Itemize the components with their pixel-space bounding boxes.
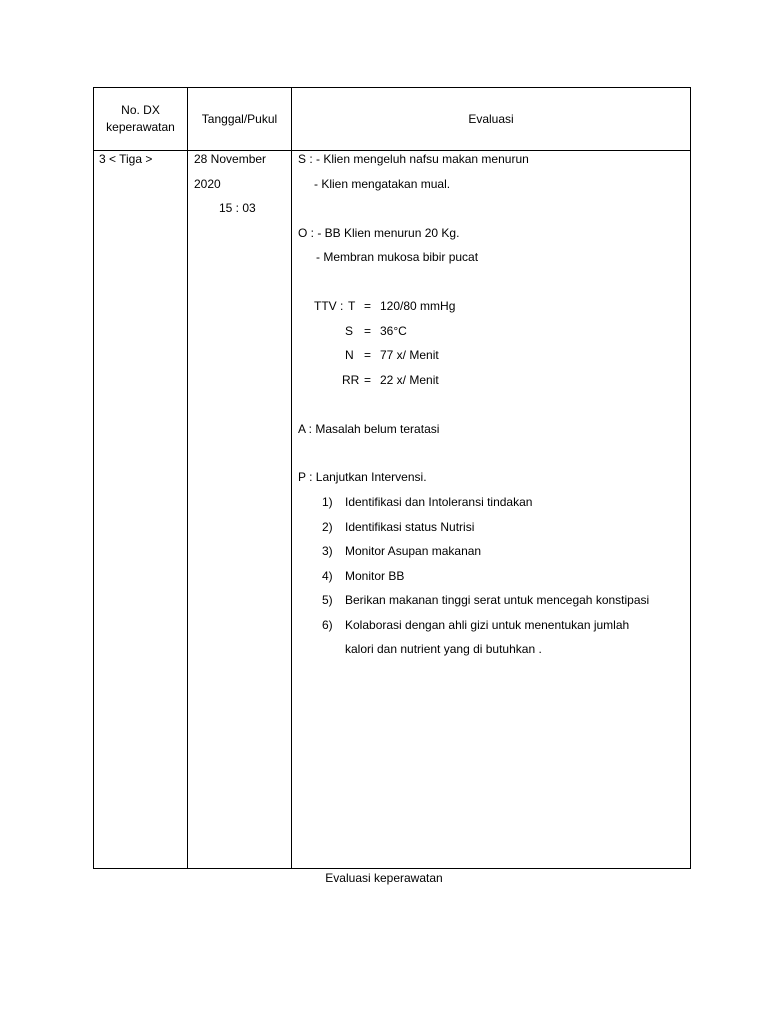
vital-value-t: 120/80 mmHg xyxy=(380,299,456,313)
cell-evaluation xyxy=(292,151,691,869)
header-dx-line2: keperawatan xyxy=(106,120,175,134)
plan-item-text-continued: kalori dan nutrient yang di butuhkan . xyxy=(345,642,542,656)
plan-item-num: 5) xyxy=(322,593,333,607)
subjective-line2: - Klien mengatakan mual. xyxy=(314,177,451,191)
plan-item-text: Identifikasi dan Intoleransi tindakan xyxy=(345,495,533,509)
plan-line: P : Lanjutkan Intervensi. xyxy=(298,470,427,484)
plan-item-text: Monitor BB xyxy=(345,569,405,583)
table-caption: Evaluasi keperawatan xyxy=(325,871,443,885)
plan-item-num: 4) xyxy=(322,569,333,583)
vital-eq-t: = xyxy=(364,299,372,313)
plan-item-num: 2) xyxy=(322,520,333,534)
dx-value: 3 < Tiga > xyxy=(99,152,153,166)
header-evaluation: Evaluasi xyxy=(292,88,691,151)
vital-value-n: 77 x/ Menit xyxy=(380,348,439,362)
plan-item-num: 3) xyxy=(322,544,333,558)
table-header-row xyxy=(94,88,691,151)
vital-key-s: S xyxy=(345,324,354,338)
evaluation-table xyxy=(93,87,691,869)
vital-key-n: N xyxy=(345,348,354,362)
vital-value-s: 36°C xyxy=(380,324,407,338)
vitals-prefix: TTV : xyxy=(314,299,344,313)
header-date: Tanggal/Pukul xyxy=(188,88,292,151)
vital-key-t: T xyxy=(348,299,356,313)
vital-eq-n: = xyxy=(364,348,372,362)
header-dx xyxy=(94,88,188,151)
date-line2: 2020 xyxy=(194,177,221,191)
plan-item-text: Monitor Asupan makanan xyxy=(345,544,482,558)
plan-item-text: Identifikasi status Nutrisi xyxy=(345,520,475,534)
plan-item-text: Kolaborasi dengan ahli gizi untuk menentukan jumlah xyxy=(345,618,630,632)
plan-item-num: 1) xyxy=(322,495,333,509)
vital-eq-s: = xyxy=(364,324,372,338)
time-value: 15 : 03 xyxy=(219,201,256,215)
subjective-line1: S : - Klien mengeluh nafsu makan menurun xyxy=(298,152,529,166)
table-row xyxy=(94,151,691,869)
objective-line2: - Membran mukosa bibir pucat xyxy=(316,250,479,264)
vital-value-rr: 22 x/ Menit xyxy=(380,373,439,387)
plan-item-num: 6) xyxy=(322,618,333,632)
objective-line1: O : - BB Klien menurun 20 Kg. xyxy=(298,226,460,240)
vital-eq-rr: = xyxy=(364,373,372,387)
vital-key-rr: RR xyxy=(342,373,360,387)
header-dx-line1: No. DX xyxy=(121,103,160,117)
cell-dx xyxy=(94,151,188,869)
date-line1: 28 November xyxy=(194,152,267,166)
plan-item-text: Berikan makanan tinggi serat untuk mencegah konstipasi xyxy=(345,593,650,607)
cell-date xyxy=(188,151,292,869)
assessment-line: A : Masalah belum teratasi xyxy=(298,422,440,436)
